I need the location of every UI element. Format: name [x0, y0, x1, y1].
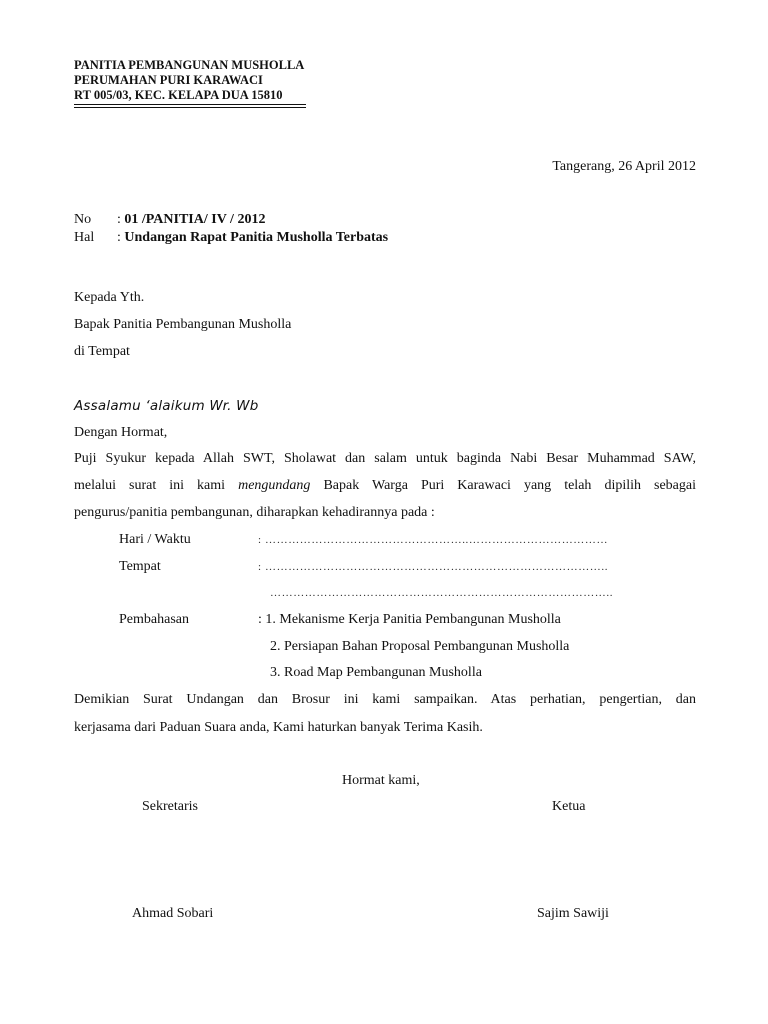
- letterhead-line-2: PERUMAHAN PURI KARAWACI: [74, 73, 263, 87]
- recipient-line-2: Bapak Panitia Pembangunan Musholla: [74, 317, 292, 332]
- letterhead-line-1: PANITIA PEMBANGUNAN MUSHOLLA: [74, 58, 305, 72]
- number-value: 01 /PANITIA/ IV / 2012: [124, 212, 266, 227]
- number-row: [117, 211, 265, 229]
- agenda-item-3: 3. Road Map Pembangunan Musholla: [270, 665, 482, 680]
- tempat-label: Tempat: [119, 559, 161, 574]
- secretary-name: Ahmad Sobari: [132, 906, 214, 921]
- body-line-2-end: Bapak Warga Puri Karawaci yang telah dipilih sebagai: [323, 478, 697, 493]
- closing-line-1: Demikian Surat Undangan dan Brosur ini kami sampaikan. Atas perhatian, pengertian, dan: [74, 692, 696, 707]
- chairman-title: Ketua: [552, 799, 586, 814]
- tempat-value-continued: ……………………………………………………………………………..: [270, 587, 614, 599]
- subject-separator: :: [117, 230, 121, 245]
- agenda-item-1: : 1. Mekanisme Kerja Panitia Pembangunan Musholla: [258, 612, 561, 627]
- hari-label: Hari / Waktu: [119, 532, 191, 547]
- salutation: Assalamu ‘alaikum Wr. Wb: [74, 398, 259, 414]
- hormat-kami: Hormat kami,: [342, 773, 420, 788]
- recipient-line-3: di Tempat: [74, 344, 130, 359]
- letter-date: Tangerang, 26 April 2012: [552, 159, 696, 174]
- number-separator: :: [117, 212, 121, 227]
- subject-value: Undangan Rapat Panitia Musholla Terbatas: [124, 230, 389, 245]
- greeting: Dengan Hormat,: [74, 425, 168, 440]
- recipient-line-1: Kepada Yth.: [74, 290, 145, 305]
- chairman-name: Sajim Sawiji: [537, 906, 609, 921]
- letterhead-rule-top: [74, 104, 306, 105]
- secretary-title: Sekretaris: [142, 799, 198, 814]
- pembahasan-label: Pembahasan: [119, 612, 189, 627]
- letterhead-line-3: RT 005/03, KEC. KELAPA DUA 15810: [74, 88, 283, 102]
- body-line-2: [74, 478, 696, 494]
- tempat-value: : ……………………………………………………………………………..: [258, 561, 609, 573]
- subject-row: [117, 229, 388, 247]
- subject-label: Hal: [74, 230, 95, 245]
- hari-value: : ……………………………………………..………………………………: [258, 534, 609, 546]
- body-line-3: pengurus/panitia pembangunan, diharapkan kehadirannya pada :: [74, 505, 435, 520]
- body-line-2-start: melalui surat ini kami: [74, 478, 226, 493]
- agenda-item-2: 2. Persiapan Bahan Proposal Pembangunan Musholla: [270, 639, 570, 654]
- letterhead-rule-bottom: [74, 107, 306, 108]
- closing-line-2: kerjasama dari Paduan Suara anda, Kami haturkan banyak Terima Kasih.: [74, 720, 483, 735]
- number-label: No: [74, 212, 92, 227]
- body-line-2-emphasis: mengundang: [238, 478, 311, 493]
- body-line-1: Puji Syukur kepada Allah SWT, Sholawat dan salam untuk baginda Nabi Besar Muhammad SAW,: [74, 451, 696, 466]
